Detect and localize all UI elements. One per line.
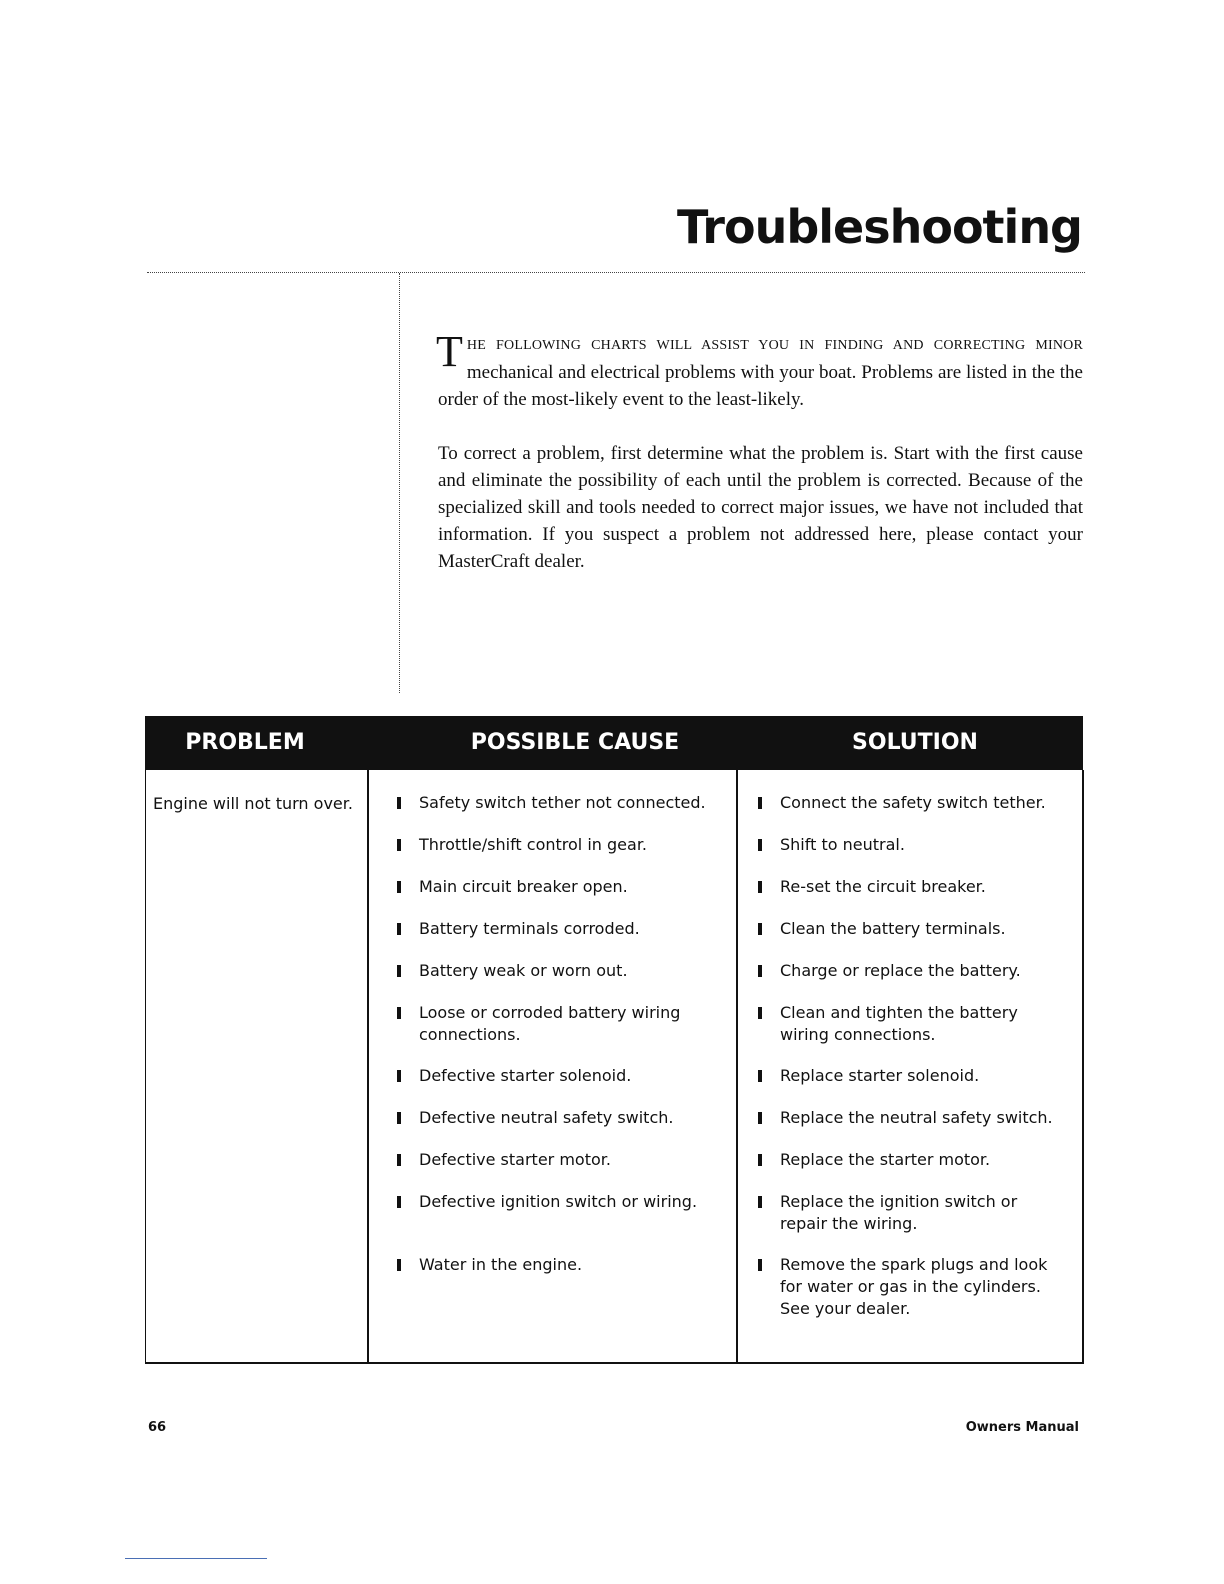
list-item: Remove the spark plugs and look for water or gas in the cylinders. See your dealer. (758, 1254, 1050, 1320)
bullet-icon (758, 1259, 762, 1271)
list-item: Battery terminals corroded. (397, 918, 749, 940)
table-header (145, 716, 1083, 770)
bullet-icon (397, 797, 401, 809)
page-number: 66 (148, 1420, 167, 1435)
bullet-icon (758, 965, 762, 977)
intro-paragraph-1 (436, 327, 1083, 413)
list-item: Clean and tighten the battery wiring connections. (758, 1002, 1060, 1046)
list-item: Main circuit breaker open. (397, 876, 749, 898)
list-item: Re-set the circuit breaker. (758, 876, 1095, 898)
sidebar-divider (399, 273, 400, 693)
header-solution: SOLUTION (852, 730, 978, 755)
header-problem: PROBLEM (185, 730, 305, 755)
bullet-icon (397, 1154, 401, 1166)
list-item: Clean the battery terminals. (758, 918, 1095, 940)
list-item: Defective neutral safety switch. (397, 1107, 749, 1129)
list-item: Defective ignition switch or wiring. (397, 1191, 749, 1213)
list-item: Battery weak or worn out. (397, 960, 749, 982)
list-item: Defective starter motor. (397, 1149, 749, 1171)
header-divider (147, 272, 1085, 273)
list-item: Charge or replace the battery. (758, 960, 1095, 982)
bullet-icon (397, 1070, 401, 1082)
bullet-icon (397, 965, 401, 977)
bullet-icon (397, 1112, 401, 1124)
footer-doc-title: Owners Manual (965, 1420, 1079, 1435)
list-item: Loose or corroded battery wiring connections. (397, 1002, 719, 1046)
bullet-icon (397, 881, 401, 893)
drop-cap: T (436, 327, 463, 376)
list-item: Replace the ignition switch or repair the wiring. (758, 1191, 1050, 1235)
intro-p1-rest: mechanical and electrical problems with your boat. Problems are listed in the the order of the most-likely event to the least-likely. (438, 362, 1083, 410)
list-item: Replace starter solenoid. (758, 1065, 1095, 1087)
bullet-icon (397, 839, 401, 851)
bullet-icon (397, 1196, 401, 1208)
bullet-icon (758, 1112, 762, 1124)
header-possible-cause: POSSIBLE CAUSE (470, 730, 680, 755)
list-item: Connect the safety switch tether. (758, 792, 1095, 814)
footnote-divider (125, 1558, 267, 1559)
bullet-icon (758, 1196, 762, 1208)
bullet-icon (397, 1259, 401, 1271)
list-item: Replace the starter motor. (758, 1149, 1095, 1171)
problem-cell: Engine will not turn over. (153, 794, 353, 813)
bullet-icon (758, 839, 762, 851)
list-item: Shift to neutral. (758, 834, 1095, 856)
list-item: Throttle/shift control in gear. (397, 834, 749, 856)
list-item: Replace the neutral safety switch. (758, 1107, 1095, 1129)
column-divider (367, 770, 369, 1363)
list-item: Safety switch tether not connected. (397, 792, 749, 814)
bullet-icon (758, 1154, 762, 1166)
bullet-icon (397, 923, 401, 935)
page-title: Troubleshooting (676, 200, 1082, 254)
intro-text (436, 327, 1083, 602)
intro-lead: HE FOLLOWING CHARTS WILL ASSIST YOU IN FINDING AND CORRECTING MINOR (466, 338, 1083, 353)
bullet-icon (397, 1007, 401, 1019)
list-item: Water in the engine. (397, 1254, 749, 1276)
intro-paragraph-2: To correct a problem, first determine what the problem is. Start with the first cause and eliminate the possibility of each until the problem is corrected. Because of the specialized skill and tools needed to correct major issues, we have not included that information. If you suspect a problem not addressed here, please contact your MasterCraft dealer. (438, 443, 1083, 572)
troubleshooting-table (145, 716, 1083, 1363)
list-item: Defective starter solenoid. (397, 1065, 749, 1087)
bullet-icon (758, 923, 762, 935)
bullet-icon (758, 881, 762, 893)
bullet-icon (758, 797, 762, 809)
bullet-icon (758, 1007, 762, 1019)
bullet-icon (758, 1070, 762, 1082)
